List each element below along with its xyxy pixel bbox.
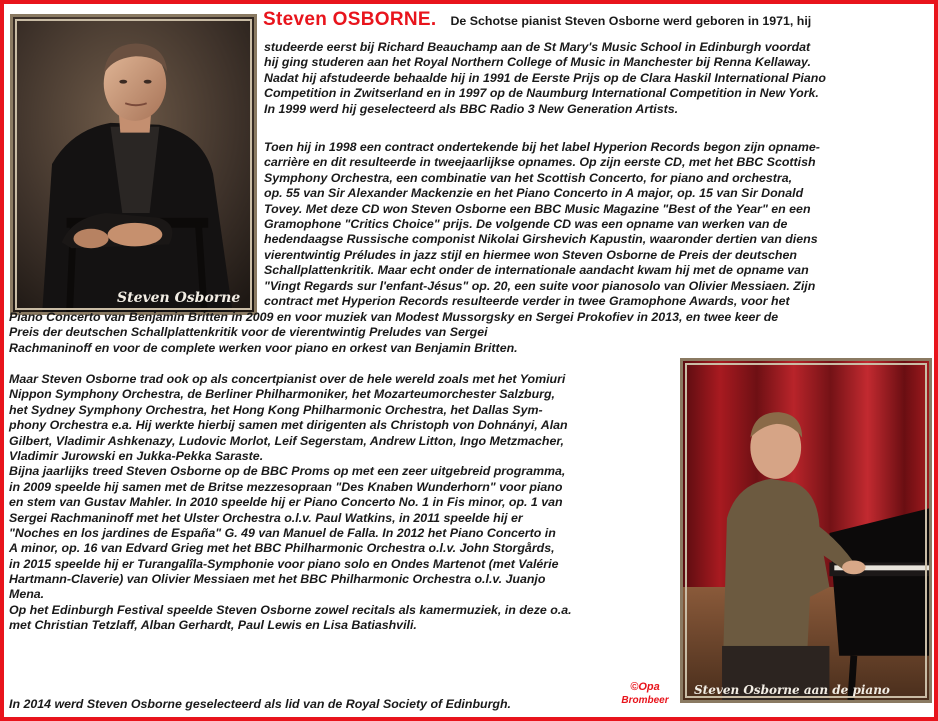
- paragraph-3: [9, 372, 572, 634]
- text-line: Tovey. Met deze CD won Steven Osborne een BBC Music Magazine "Best of the Year" en een: [264, 201, 811, 216]
- title-row: [263, 9, 812, 30]
- text-line: in 2015 speelde hij er Turangalîla-Symphonie voor piano solo en Ondes Martenot (met Valérie: [9, 556, 559, 571]
- text-line: en stem van Gustav Mahler. In 2010 speelde hij er Piano Concerto No. 1 in Fis minor, op. 1 van: [9, 495, 563, 510]
- closing-line: In 2014 werd Steven Osborne geselecteerd als lid van de Royal Society of Edinburgh.: [9, 697, 511, 711]
- text-line: "Vingt Regards sur l'enfant-Jésus" op. 20, een suite voor pianosolo van Olivier Messiaen. Zijn: [264, 278, 816, 293]
- copyright-credit: [610, 680, 680, 708]
- text-line: Gilbert, Vladimir Ashkenazy, Ludovic Morlot, Leif Segerstam, Andrew Litton, Ingo Metzmacher,: [9, 433, 564, 448]
- text-line: Mena.: [9, 587, 45, 602]
- page-title: Steven OSBORNE.: [263, 9, 437, 30]
- piano-caption: Steven Osborne aan de piano: [694, 683, 890, 697]
- text-line: "Noches en los jardines de España" G. 49 van Manuel de Falla. In 2012 het Piano Concerto in: [9, 525, 556, 540]
- text-line: Piano Concerto van Benjamin Britten in 2009 en voor muziek van Modest Mussorgsky en Sergei Prokofiev in 2013, en twee keer de: [9, 310, 779, 324]
- text-line: studeerde eerst bij Richard Beauchamp aan de St Mary's Music School in Edinburgh voordat: [264, 40, 811, 54]
- text-line: carrière en dit resulteerde in tweejaarlijkse opnames. Op zijn eerste CD, met het BBC Scottish: [264, 155, 816, 170]
- text-line: Competition in Zwitserland en in 1997 op de Naumburg International Competition in New York.: [264, 86, 819, 101]
- portrait-illustration: [13, 17, 254, 312]
- text-line: Sergei Rachmaninoff met het Ulster Orchestra o.l.v. Paul Watkins, in 2011 speelde hij er: [9, 510, 523, 525]
- credit-line-1: ©Opa: [630, 681, 660, 693]
- text-line: op. 55 van Sir Alexander Mackenzie en het Piano Concerto in A major, op. 15 van Sir Donald: [264, 186, 804, 201]
- text-line: hedendaagse Russische componist Nikolai Girshevich Kapustin, waaronder dertien van diens: [264, 232, 818, 247]
- paragraph-1: [264, 40, 826, 117]
- text-line: het Sydney Symphony Orchestra, het Hong Kong Philharmonic Orchestra, het Dallas Sym-: [9, 402, 543, 417]
- paragraph-2-wide: [9, 310, 778, 356]
- text-line: in 2009 speelde hij samen met de Britse mezzesopraan "Des Knaben Wunderhorn" voor piano: [9, 479, 563, 494]
- intro-first-line: De Schotse pianist Steven Osborne werd geboren in 1971, hij: [450, 14, 812, 28]
- text-line: Preis der deutschen Schallplattenkritik voor de vierentwintig Preludes van Sergei: [9, 325, 488, 340]
- text-line: Bijna jaarlijks treed Steven Osborne op de BBC Proms op met een zeer uitgebreid programma,: [9, 464, 566, 479]
- paragraph-2-narrow: [264, 140, 820, 309]
- text-line: Op het Edinburgh Festival speelde Steven Osborne zowel recitals als kamermuziek, in deze o.a.: [9, 602, 572, 617]
- text-line: Nippon Symphony Orchestra, de Berliner Philharmoniker, het Mozarteumorchester Salzburg,: [9, 387, 555, 402]
- text-line: hij ging studeren aan het Royal Northern College of Music in Manchester bij Renna Kellaway.: [264, 55, 811, 70]
- text-line: Symphony Orchestra, een combinatie van het Scottish Concerto, for piano and orchestra,: [264, 170, 793, 185]
- text-line: In 1999 werd hij geselecteerd als BBC Radio 3 New Generation Artists.: [264, 101, 679, 116]
- text-line: A minor, op. 16 van Edvard Grieg met het BBC Philharmonic Orchestra o.l.v. John Storgårds,: [9, 541, 555, 556]
- text-line: Schallplattenkritik. Maar echt onder de internationale aandacht kwam hij met de opname van: [264, 263, 809, 278]
- text-line: contract met Hyperion Records resulteerde verder in twee Gramophone Awards, voor het: [264, 293, 790, 308]
- text-line: Gramophone "Critics Choice" prijs. De volgende CD was een opname van werken van de: [264, 216, 788, 231]
- piano-illustration: [683, 361, 929, 700]
- text-line: Maar Steven Osborne trad ook op als concertpianist over de hele wereld zoals met het Yomiuri: [9, 372, 566, 386]
- text-line: met Christian Tetzlaff, Alban Gerhardt, Paul Lewis en Lisa Batiashvili.: [9, 618, 417, 633]
- text-line: phony Orchestra e.a. Hij werkte hierbij samen met dirigenten als Christoph von Dohnányi, Alan: [9, 418, 568, 433]
- portrait-caption: Steven Osborne: [117, 290, 241, 306]
- portrait-photo: [10, 14, 257, 315]
- text-line: vierentwintig Préludes in jazz stijl en hiermee won Steven Osborne de Preis der deutschen: [264, 247, 797, 262]
- text-line: Vladimir Jurowski en Jukka-Pekka Saraste.: [9, 448, 264, 463]
- text-line: Rachmaninoff en voor de complete werken voor piano en orkest van Benjamin Britten.: [9, 340, 518, 355]
- piano-photo: [680, 358, 932, 703]
- credit-line-2: Brombeer: [621, 695, 669, 706]
- text-line: Toen hij in 1998 een contract ondertekende bij het label Hyperion Records begon zijn opname-: [264, 140, 820, 154]
- text-line: Hartmann-Claverie) van Olivier Messiaen met het BBC Philharmonic Orchestra o.l.v. Juanjo: [9, 572, 546, 587]
- text-line: Nadat hij afstudeerde behaalde hij in 1991 de Eerste Prijs op de Clara Haskil International Piano: [264, 70, 826, 85]
